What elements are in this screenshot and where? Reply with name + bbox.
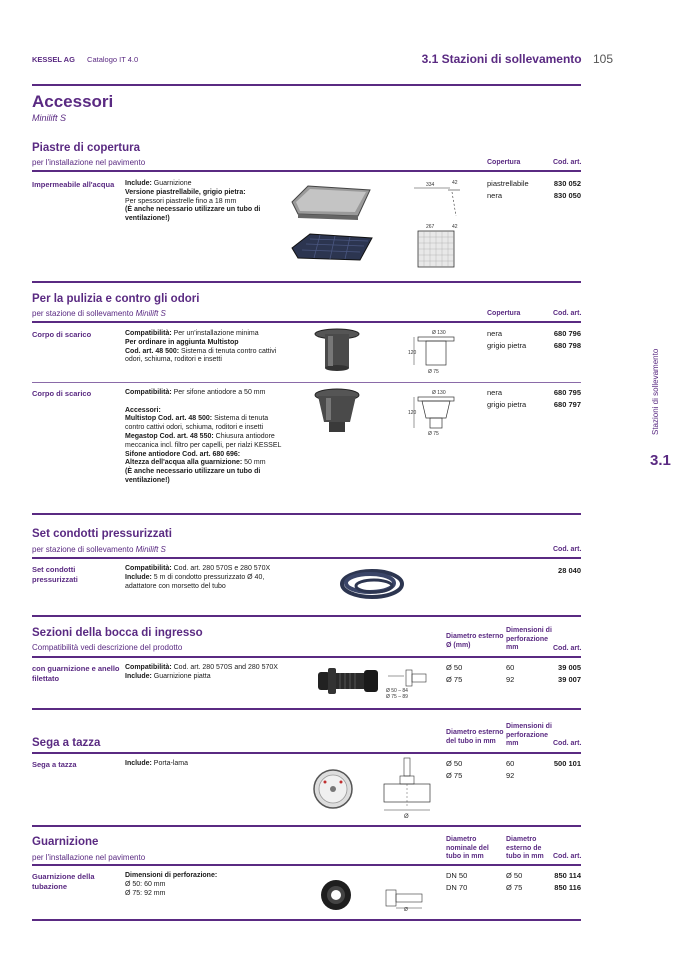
article-code: 39 005 39 007 <box>558 663 581 684</box>
side-number: 3.1 <box>650 452 671 469</box>
row-description: Include: Porta-lama <box>125 760 189 767</box>
section-rule <box>32 170 581 172</box>
section-rule <box>32 864 581 866</box>
col-header: Copertura <box>487 310 521 317</box>
row-label: con guarnizione e anello filettato <box>32 664 120 683</box>
section-subtitle: Compatibilità vedi descrizione del prodotto <box>32 643 183 652</box>
section-end-rule <box>32 919 581 921</box>
svg-text:334: 334 <box>426 182 435 188</box>
row-description: Compatibilità: Per un'installazione minima Per ordinare in aggiunta Multistop Cod. art. 48 500: Sistema di tenuta contro cattivi odori, schiuma, roditori e insetti <box>125 330 277 364</box>
drilling-value: 60 92 <box>506 663 515 684</box>
section-title: Guarnizione <box>32 836 99 848</box>
drain-body-image <box>312 388 362 436</box>
cover-value: piastrellabile nera <box>487 179 529 200</box>
row-label: Sega a tazza <box>32 760 77 769</box>
drain-body-drawing <box>406 328 466 376</box>
article-code: 830 052 830 050 <box>553 179 581 200</box>
article-code: 680 796 680 798 <box>553 329 581 350</box>
svg-text:267: 267 <box>426 224 435 230</box>
drain-body-image <box>312 328 362 374</box>
nominal-value: DN 50 DN 70 <box>446 871 468 892</box>
section-title: Set condotti pressurizzati <box>32 528 172 540</box>
brand: KESSEL AG <box>32 55 75 64</box>
section-end-rule <box>32 615 581 617</box>
section-rule <box>32 557 581 559</box>
section-subtitle: per stazione di sollevamento Minilift S <box>32 309 166 318</box>
hole-saw-drawing <box>378 756 436 820</box>
section-end-rule <box>32 708 581 710</box>
page-number: 105 <box>592 52 613 66</box>
header-left <box>32 55 138 64</box>
section-title: Per la pulizia e contro gli odori <box>32 293 200 305</box>
row-description: Compatibilità: Per sifone antiodore a 50 mm Accessori: Multistop Cod. art. 48 500: Sistema di tenuta contro cattivi odori, schiuma, roditori e insetti Megastop Cod. art. 48 550: Chiusura antiodore meccanica incl. filtro per capelli, per rialzi KESSEL Sifone antiodore Cod. art. 680 696: Altezza dell'acqua alla guarnizione: 50 mm (È anche necessario utilizzare un tubo di ventilazione!) <box>125 389 282 484</box>
row-description: Compatibilità: Cod. art. 280 570S e 280 570X Include: 5 m di condotto pressurizzato Ø 40, adattatore con morsetto del tubo <box>125 565 271 590</box>
header-right <box>422 52 613 66</box>
page-title: Accessori <box>32 92 114 111</box>
cover-value: nera grigio pietra <box>487 329 527 350</box>
svg-text:42: 42 <box>452 224 458 230</box>
svg-text:120: 120 <box>408 350 417 356</box>
article-code: 850 114 850 116 <box>554 871 581 892</box>
drain-body-drawing <box>406 388 466 438</box>
svg-text:Ø: Ø <box>404 814 409 820</box>
col-header: Diametro nominale del tubo in mm <box>446 836 489 860</box>
diameter-value: Ø 50 Ø 75 <box>446 759 463 780</box>
section-subtitle: per l'installazione nel pavimento <box>32 158 146 167</box>
svg-text:Ø 130: Ø 130 <box>432 330 446 336</box>
col-header: Dimensioni di perforazione mm <box>506 723 552 747</box>
row-description: Dimensioni di perforazione: Ø 50: 60 mm Ø 75: 92 mm <box>125 872 218 897</box>
col-header: Cod. art. <box>553 645 582 652</box>
col-header: Cod. art. <box>553 740 582 747</box>
section-subtitle: per stazione di sollevamento Minilift S <box>32 545 166 554</box>
col-header: Diametro esterno del tubo in mm <box>446 729 504 745</box>
header-rule <box>32 84 581 86</box>
cover-value: nera grigio pietra <box>487 388 527 409</box>
section-title: Sega a tazza <box>32 737 101 749</box>
section-rule <box>32 752 581 754</box>
section-end-rule <box>32 281 581 283</box>
diameter-value: Ø 50 Ø 75 <box>446 663 463 684</box>
side-label: Stazioni di sollevamento <box>651 348 660 435</box>
svg-text:42: 42 <box>452 180 458 186</box>
catalog-name: Catalogo IT 4.0 <box>87 55 139 64</box>
cover-plate-drawing <box>408 176 468 276</box>
article-code: 500 101 <box>553 759 581 768</box>
pressure-hose-image <box>336 562 408 606</box>
cover-plate-black-image <box>290 230 374 266</box>
col-header: Cod. art. <box>553 546 582 553</box>
svg-text:120: 120 <box>408 410 417 416</box>
svg-text:Ø 50 – 84: Ø 50 – 84 <box>386 688 408 694</box>
article-code: 680 795 680 797 <box>553 388 581 409</box>
page-subtitle: Minilift S <box>32 113 67 123</box>
col-header: Copertura <box>487 159 521 166</box>
col-header: Diametro esterno de tubo in mm <box>506 836 544 860</box>
row-label: Set condotti pressurizzati <box>32 565 78 584</box>
col-header: Diametro esterno Ø (mm) <box>446 633 504 649</box>
section-rule <box>32 321 581 323</box>
hole-saw-image <box>310 768 356 810</box>
row-label: Impermeabile all'acqua <box>32 180 115 189</box>
svg-text:Ø 75 – 89: Ø 75 – 89 <box>386 694 408 700</box>
row-label: Guarnizione della tubazione <box>32 872 95 891</box>
row-description: Compatibilità: Cod. art. 280 570S and 280 570X Include: Guarnizione piatta <box>125 664 278 680</box>
section-name: 3.1 Stazioni di sollevamento <box>421 52 582 66</box>
section-end-rule <box>32 825 581 827</box>
inlet-section-image <box>316 664 382 698</box>
col-header: Cod. art. <box>553 853 582 860</box>
svg-text:Ø 75: Ø 75 <box>428 369 439 375</box>
section-rule <box>32 656 581 658</box>
gasket-drawing <box>378 884 428 912</box>
col-header: Cod. art. <box>553 310 582 317</box>
col-header: Dimensioni di perforazione mm <box>506 627 552 651</box>
svg-text:Ø 75: Ø 75 <box>428 431 439 437</box>
row-description: Include: Guarnizione Versione piastrellabile, grigio pietra: Per spessori piastrelle fino a 18 mm (È anche necessario utilizzare un tubo di ventilazione!) <box>125 180 261 223</box>
col-header: Cod. art. <box>553 159 582 166</box>
inlet-section-drawing <box>384 664 444 700</box>
cover-plate-grey-image <box>288 180 374 228</box>
section-subtitle: per l'installazione nel pavimento <box>32 853 146 862</box>
outer-diameter-value: Ø 50 Ø 75 <box>506 871 523 892</box>
section-title: Piastre di copertura <box>32 142 141 154</box>
section-title: Sezioni della bocca di ingresso <box>32 627 203 639</box>
svg-text:Ø: Ø <box>404 907 408 912</box>
row-label: Corpo di scarico <box>32 330 92 339</box>
section-end-rule <box>32 513 581 515</box>
svg-text:Ø 130: Ø 130 <box>432 390 446 396</box>
drilling-value: 60 92 <box>506 759 515 780</box>
row-label: Corpo di scarico <box>32 389 92 398</box>
gasket-image <box>318 878 354 912</box>
row-divider <box>32 382 581 383</box>
article-code: 28 040 <box>558 566 581 575</box>
